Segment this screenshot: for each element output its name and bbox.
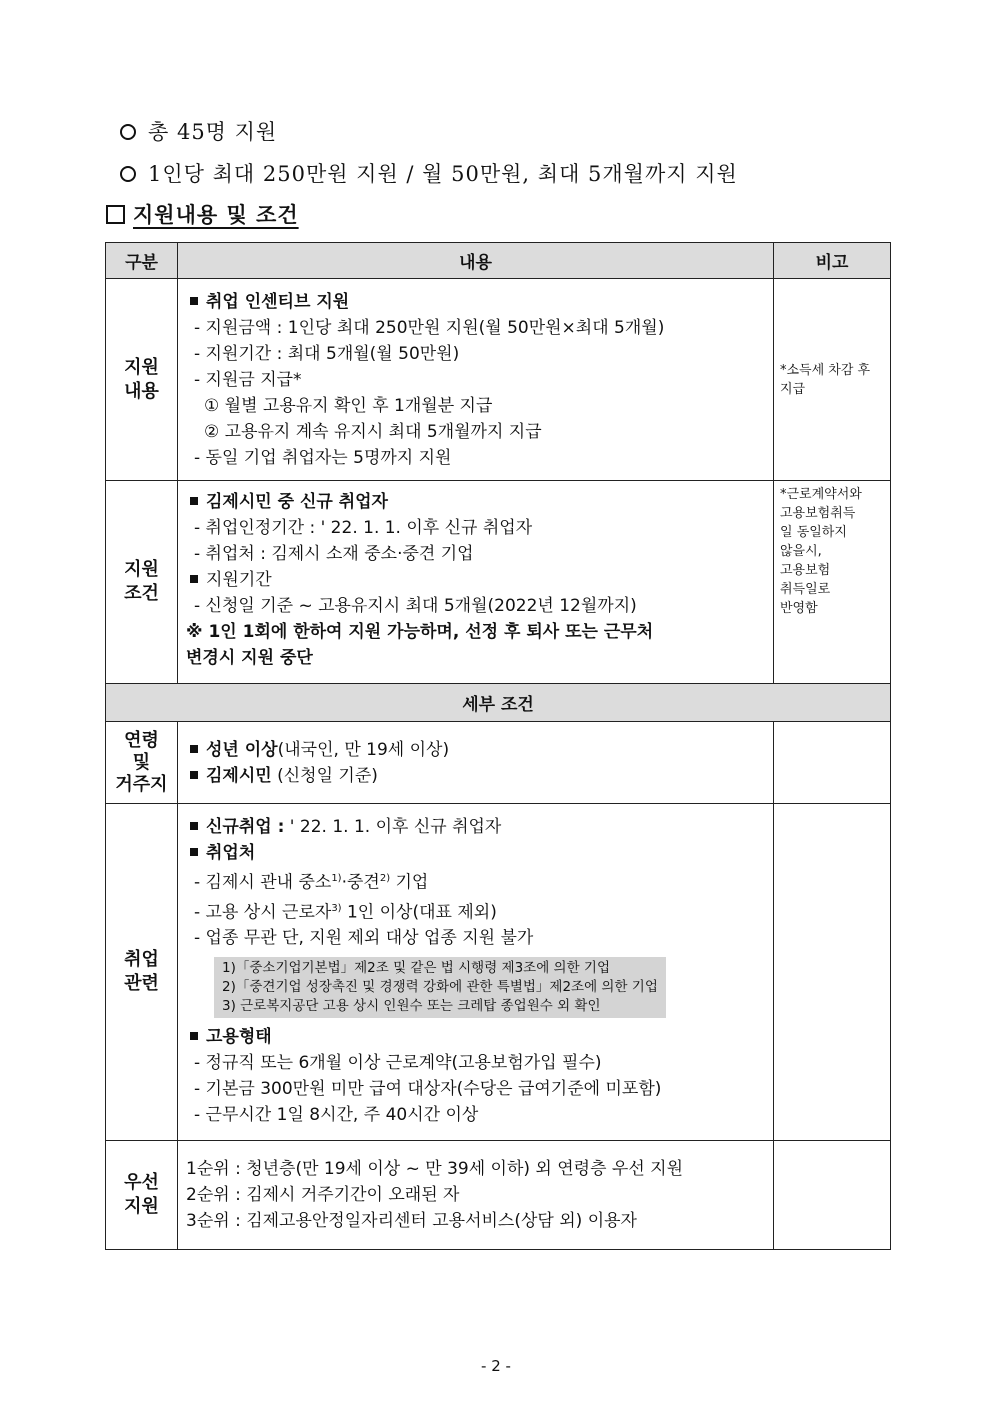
square-bullet-icon — [190, 575, 198, 583]
priority-cell: 1순위 : 청년층(만 19세 이상 ~ 만 39세 이하) 외 연령층 우선 지원 2순위 : 김제시 거주기간이 오래된 자 3순위 : 김제고용안정일자리센터 고용서비스(상담 외) 이용자 — [178, 1141, 774, 1250]
header-category: 구분 — [106, 243, 178, 279]
table-row-support-content — [106, 279, 891, 481]
support-condition-cell: 김제시민 중 신규 취업자 - 취업인정기간 : ' 22. 1. 1. 이후 신규 취업자 - 취업처 : 김제시 소재 중소·중견 기업 지원기간 - 신청일 기준 ~ 고용유지시 최대 5개월(2022년 12월까지) ※ 1인 1회에 한하여 지원 가능하며, 선정 후 퇴사 또는 근무처 변경시 지원 중단 — [178, 481, 774, 684]
support-content-note: *소득세 차감 후 지급 — [774, 279, 891, 481]
section-title: 지원내용 및 조건 — [106, 199, 299, 229]
table-row-age-residence — [106, 722, 891, 804]
table-header-row — [106, 243, 891, 279]
header-remarks: 비고 — [774, 243, 891, 279]
square-bullet-icon — [190, 1032, 198, 1040]
priority-note — [774, 1141, 891, 1250]
circle-bullet-icon — [120, 166, 136, 182]
support-content-cell: 취업 인센티브 지원 - 지원금액 : 1인당 최대 250만원 지원(월 50만원×최대 5개월) - 지원기간 : 최대 5개월(월 50만원) - 지원금 지급* ① 월별 고용유지 확인 후 1개월분 지급 ② 고용유지 계속 유지시 최대 5개월까지 지급 - 동일 기업 취업자는 5명까지 지원 — [178, 279, 774, 481]
circle-bullet-icon — [120, 124, 136, 140]
age-residence-note — [774, 722, 891, 804]
square-bullet-icon — [190, 497, 198, 505]
employment-cell: 신규취업 : ' 22. 1. 1. 이후 신규 취업자 취업처 - 김제시 관내 중소$^{1)}$·중견$^{2)}$ 기업 - 고용 상시 근로자$^{3)}$ 1인 이상(대표 제외) - 업종 무관 단, 지원 제외 대상 업종 지원 불가 1)「중소기업기본법」제2조 및 같은 법 시행령 제3조에 의한 기업 2)「중견기업 성장촉진 및 경쟁력 강화에 관한 특별법」제2조에 의한 기업 3) 근로복지공단 고용 상시 인원수 또는 크레탑 종업원수 외 확인 고용형태 - 정규직 또는 6개월 이상 근로계약(고용보험가입 필수) - 기본금 300만원 미만 급여 대상자(수당은 급여기준에 미포함) - 근무시간 1일 8시간, 주 40시간 이상 — [178, 804, 774, 1141]
row-label-employment: 취업 관련 — [106, 804, 178, 1141]
intro-line-amount: 1인당 최대 250만원 지원 / 월 50만원, 최대 5개월까지 지원 — [120, 158, 738, 188]
square-bullet-icon — [190, 848, 198, 856]
square-checkbox-icon — [106, 205, 125, 224]
row-label-support-content: 지원 내용 — [106, 279, 178, 481]
square-bullet-icon — [190, 771, 198, 779]
table-row-support-condition — [106, 481, 891, 684]
employment-note — [774, 804, 891, 1141]
conditions-table — [105, 242, 891, 1250]
footnote-box: 1)「중소기업기본법」제2조 및 같은 법 시행령 제3조에 의한 기업 2)「중견기업 성장촉진 및 경쟁력 강화에 관한 특별법」제2조에 의한 기업 3) 근로복지공단 고용 상시 인원수 또는 크레탑 종업원수 외 확인 — [214, 957, 666, 1018]
support-period-heading: 지원기간 — [186, 567, 765, 593]
square-bullet-icon — [190, 822, 198, 830]
row-label-priority: 우선 지원 — [106, 1141, 178, 1250]
detail-conditions-header: 세부 조건 — [106, 684, 891, 722]
table-row-detail-header — [106, 684, 891, 722]
row-label-support-condition: 지원 조건 — [106, 481, 178, 684]
support-condition-warning: ※ 1인 1회에 한하여 지원 가능하며, 선정 후 퇴사 또는 근무처 — [186, 622, 654, 642]
support-condition-note: *근로계약서와 고용보험취득 일 동일하지 않을시, 고용보험 취득일로 반영함 — [774, 481, 891, 684]
table-row-priority — [106, 1141, 891, 1250]
page-number: - 2 - — [481, 1357, 511, 1375]
row-label-age-residence: 연령 및 거주지 — [106, 722, 178, 804]
intro-line-total: 총 45명 지원 — [120, 116, 277, 146]
square-bullet-icon — [190, 745, 198, 753]
age-residence-cell: 성년 이상(내국인, 만 19세 이상) 김제시민 (신청일 기준) — [178, 722, 774, 804]
header-content: 내용 — [178, 243, 774, 279]
support-condition-heading: 김제시민 중 신규 취업자 — [186, 489, 765, 515]
square-bullet-icon — [190, 297, 198, 305]
table-row-employment — [106, 804, 891, 1141]
support-content-heading: 취업 인센티브 지원 — [186, 289, 765, 315]
